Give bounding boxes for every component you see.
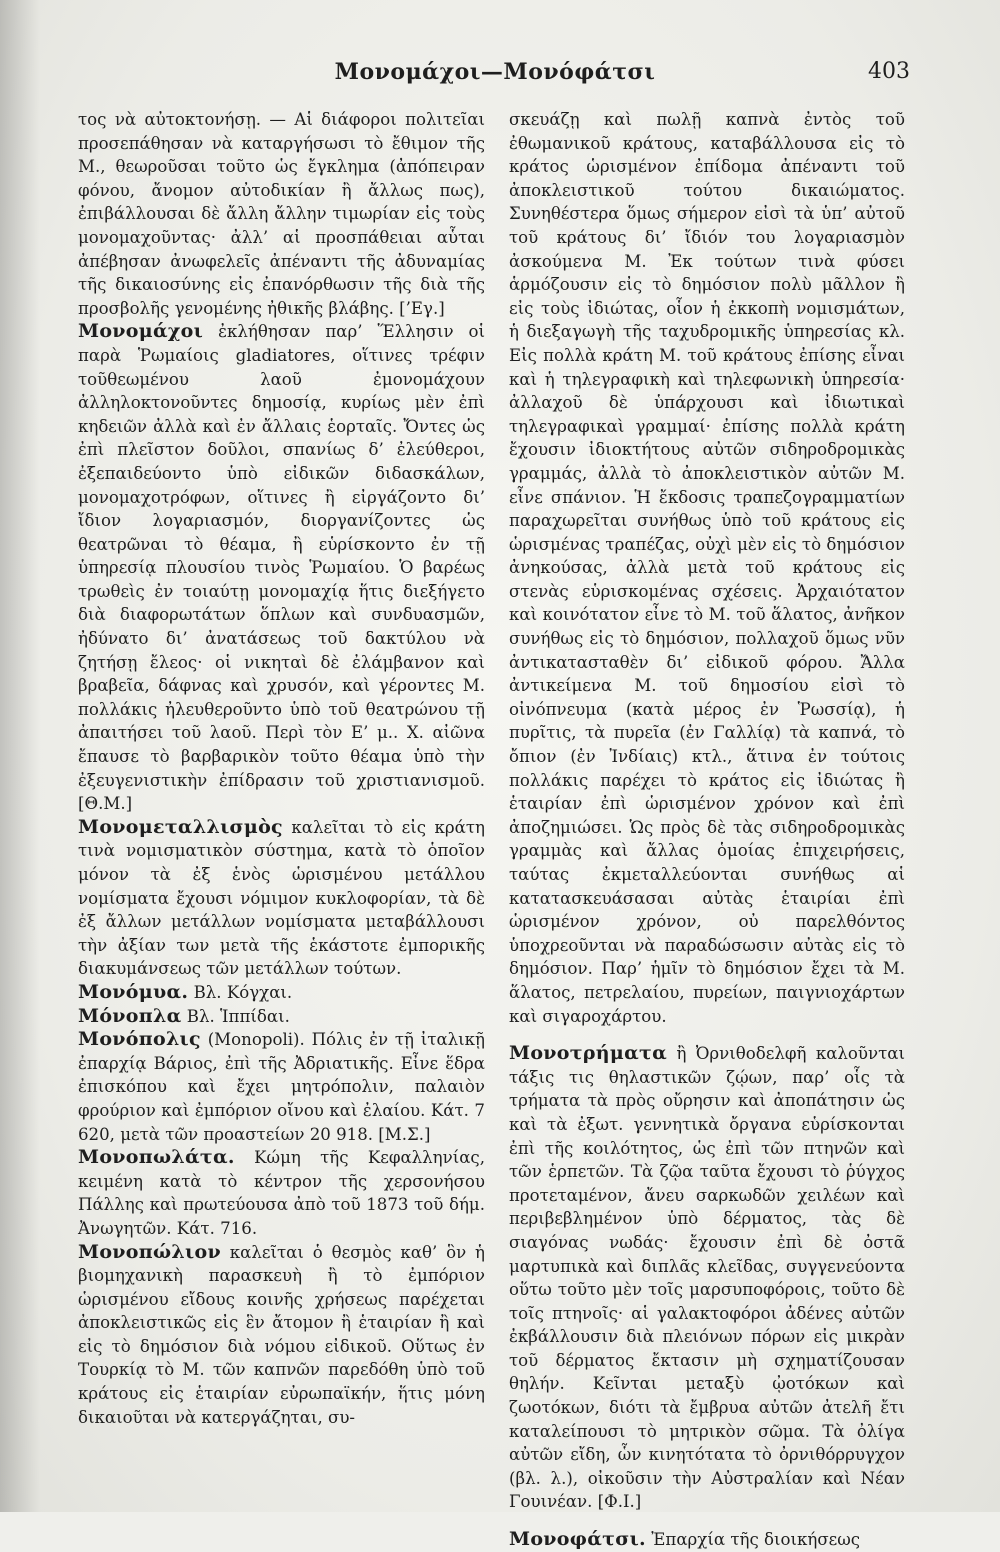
entry-headword: Μονοτρήματα — [509, 1042, 668, 1065]
entry-headword: Μονοφάτσι. — [509, 1528, 646, 1551]
entry-text: καλεῖται ὁ θεσμὸς καθ’ ὃν ἡ βιομηχανικὴ παρασκευὴ ἢ τὸ ἐμπόριον ὡρισμένου εἴδους κοινῆς χρήσεως παρέχεται ἀποκλειστικῶς εἰς ἓν ἄτομον ἢ ἑταιρίαν ἢ καὶ εἰς τὸ δημόσιον διὰ νόμου εἰδικοῦ. Οὕτως ἐν Τουρκίᾳ τὸ Μ. τῶν καπνῶν παρεδόθη ὑπὸ τοῦ κράτους εἰς ἑταιρίαν εὐρωπαϊκήν, ἥτις μόνη δικαιοῦται νὰ κατεργάζηται, συ- — [78, 1242, 485, 1427]
entry-headword: Μονοπώλιον — [78, 1240, 221, 1263]
entry-text: Ἐπαρχία τῆς διοικήσεως — [651, 1530, 861, 1550]
entry-headword: Μονοπωλάτα. — [78, 1146, 235, 1169]
entry-text: Βλ. Κόγχαι. — [193, 982, 293, 1002]
entry-headword: Μονόμυα. — [78, 980, 189, 1003]
gutter-shadow — [0, 0, 40, 1512]
right-column — [509, 108, 905, 1552]
page-number: 403 — [868, 59, 910, 84]
entry-text: (Monopoli). Πόλις ἐν τῇ ἰταλικῇ ἐπαρχίᾳ Βάριος, ἐπὶ τῆς Ἀδριατικῆς. Εἶνε ἕδρα ἐπισκόπου καὶ ἔχει μητρόπολιν, παλαιὸν φρούριον καὶ ἐμπόριον οἴνου καὶ ἐλαίου. Κάτ. 7 620, μετὰ τῶν προαστείων 20 918. [Μ.Σ.] — [78, 1030, 485, 1144]
entry-headword: Μονομάχοι — [78, 320, 204, 343]
dictionary-entry — [509, 1528, 905, 1552]
left-column — [78, 108, 485, 1429]
dictionary-entry — [78, 1241, 485, 1430]
dictionary-entry — [78, 1146, 485, 1240]
entry-text: ἐκλήθησαν παρ’ Ἕλλησιν οἱ παρὰ Ῥωμαίοις gladiatores, οἵτινες τρέφιν τοῦθεωμένου λαοῦ ἐμονομάχουν ἀλληλοκτονοῦντες δημοσίᾳ, κυρίως μὲν ἐπὶ κηδειῶν ἀλλὰ καὶ ἐν ἄλλαις ἑορταῖς. Ὄντες ὡς ἐπὶ πλεῖστον δοῦλοι, σπανίως δ’ ἐλεύθεροι, ἐξεπαιδεύοντο ὑπὸ εἰδικῶν διδασκάλων, μονομαχοτρόφων, οἵτινες ἢ εἰργάζοντο δι’ ἴδιον λογαριασμόν, διοργανίζοντες ὡς θεατρῶναι τὸ θέαμα, ἢ εὑρίσκοντο ἐν τῇ ὑπηρεσίᾳ πλουσίου τινὸς Ῥωμαίου. Ὁ βαρέως τρωθεὶς ἐν τοιαύτῃ μονομαχίᾳ ἥτις διεξήγετο διὰ διαφορωτάτων ὅπλων καὶ συνδυασμῶν, ἠδύνατο δι’ ἀνατάσεως τοῦ δακτύλου νὰ ζητήσῃ ἔλεος· οἱ νικηταὶ δὲ ἐλάμβανον καὶ βραβεῖα, δάφνας καὶ χρυσόν, καὶ γέροντες Μ. πολλάκις ἠλευθεροῦντο ὑπὸ τοῦ θεατρώνου τῇ ἀπαιτήσει τοῦ λαοῦ. Περὶ τὸν Ε’ μ.. Χ. αἰῶνα ἔπαυσε τὸ βαρβαρικὸν τοῦτο θέαμα ὑπὸ τὴν ἐξευγενιστικὴν ἐπίδρασιν τοῦ χριστιανισμοῦ. [Θ.Μ.] — [78, 322, 485, 814]
entry-headword: Μονομεταλλισμὸς — [78, 815, 283, 838]
dictionary-entry — [78, 108, 485, 320]
dictionary-entry — [78, 816, 485, 981]
entry-text: ἢ Ὀρνιθοδελφῆ καλοῦνται τάξις τις θηλαστικῶν ζῴων, παρ’ οἷς τὰ τρήματα τὰ πρὸς οὔρησιν καὶ ἀποπάτησιν ὡς καὶ τὰ ἐξωτ. γεννητικὰ ὄργανα εὑρίσκονται ἐπὶ τῆς κοιλότητος, ὡς ἐπὶ τῶν πτηνῶν καὶ τῶν ἑρπετῶν. Τὰ ζῷα ταῦτα ἔχουσι τὸ ῥύγχος προτεταμένον, ἄνευ σαρκωδῶν χειλέων καὶ περιβεβλημένον ὑπὸ δέρματος, τὰς δὲ σιαγόνας νωδάς· ἔχουσιν ἐπὶ δὲ ὀστᾶ μαρτυπικὰ καὶ διπλᾶς κλεῖδας, συγγενεύοντα οὕτω τοῦτο μὲν τοῖς μαρσυποφόροις, τοῦτο δὲ τοῖς πτηνοῖς· αἱ γαλακτοφόροι ἀδένες αὐτῶν ἐκβάλλουσιν διὰ πλειόνων πόρων εἰς μικρὰν τοῦ δέρματος ἔκτασιν μὴ σχηματίζουσαν θηλήν. Κεῖνται μεταξὺ ᾠοτόκων καὶ ζωοτόκων, διότι τὰ ἔμβρυα αὐτῶν ἀτελῆ ἔτι καταλείπουσι τὸ μητρικὸν σῶμα. Τὰ ὀλίγα αὐτῶν εἴδη, ὧν κινητότατα τὸ ὀρνιθόρρυγχον (βλ. λ.), οἰκοῦσιν τὴν Αὐστραλίαν καὶ Νέαν Γουινέαν. [Φ.Ι.] — [509, 1044, 905, 1512]
running-header — [80, 55, 910, 95]
dictionary-entry — [509, 108, 905, 1028]
entry-headword: Μόνοπλα — [78, 1004, 182, 1027]
entry-text: καλεῖται τὸ εἰς κράτη τινὰ νομισματικὸν σύστημα, κατὰ τὸ ὁποῖον μόνον τὰ ἐξ ἑνὸς ὡρισμένου μετάλλου νομίσματα ἔχουσι νόμιμον κυκλοφορίαν, τὰ δὲ ἐξ ἄλλων μετάλλων νομίσματα μεταβάλλουσι τὴν ἀξίαν των μετὰ τῆς ἑκάστοτε ἐμπορικῆς διακυμάνσεως τῶν μετάλλων τούτων. — [78, 817, 485, 979]
entry-headword: Μονόπολις — [78, 1028, 201, 1051]
entry-text: Κώμη τῆς Κεφαλληνίας, κειμένη κατὰ τὸ κέντρον τῆς χερσονήσου Πάλλης καὶ πρωτεύουσα ἀπὸ τοῦ 1873 τοῦ δήμ. Ἀνωγητῶν. Κάτ. 716. — [78, 1148, 485, 1238]
dictionary-entry — [78, 981, 485, 1005]
entry-text: σκευάζῃ καὶ πωλῇ καπνὰ ἐντὸς τοῦ ἐθωμανικοῦ κράτους, καταβάλλουσα εἰς τὸ κράτος ὡρισμένον ἐπίδομα ἀπέναντι τοῦ ἀποκλειστικοῦ τούτου δικαιώματος. Συνηθέστερα ὅμως σήμερον εἰσὶ τὰ ὑπ’ αὐτοῦ τοῦ κράτους δι’ ἴδιόν του λογαριασμὸν ἀσκούμενα Μ. Ἐκ τούτων τινὰ φύσει ἁρμόζουσιν εἰς τὸ δημόσιον πολὺ μᾶλλον ἢ εἰς τοὺς ἰδιώτας, οἷον ἡ ἐκκοπὴ νομισμάτων, ἡ διεξαγωγὴ τῆς ταχυδρομικῆς ὑπηρεσίας κλ. Εἰς πολλὰ κράτη Μ. τοῦ κράτους ἐπίσης εἶναι καὶ ἡ τηλεγραφικὴ καὶ τηλεφωνικὴ ὑπηρεσία· ἀλλαχοῦ δὲ ὑπάρχουσι καὶ ἰδιωτικαὶ τηλεγραφικαὶ γραμμαί· ἐπίσης πολλὰ κράτη ἔχουσιν ἰδιοκτήτους αὐτῶν σιδηροδρομικὰς γραμμάς, ἀλλὰ τὸ ἀποκλειστικὸν αὐτῶν Μ. εἶνε σπάνιον. Ἡ ἔκδοσις τραπεζογραμματίων παραχωρεῖται συνήθως ὑπὸ τοῦ κράτους εἰς ὡρισμένας τραπέζας, οὐχὶ μὲν εἰς τὸ δημόσιον ἀνηκούσας, ἀλλὰ μετὰ τοῦ κράτους εἰς στενὰς εὑρισκομένας σχέσεις. Ἀρχαιότατον καὶ κοινότατον εἶνε τὸ Μ. τοῦ ἅλατος, ἀνῆκον συνήθως εἰς τὸ δημόσιον, πολλαχοῦ ὅμως νῦν ἀντικατασταθὲν δι’ εἰδικοῦ φόρου. Ἄλλα ἀντικείμενα Μ. τοῦ δημοσίου εἰσὶ τὸ οἰνόπνευμα (κατὰ μέρος ἐν Ῥωσσίᾳ), ἡ πυρῖτις, τὰ πυρεῖα (ἐν Γαλλίᾳ) τὰ καπνά, τὸ ὄπιον (ἐν Ἰνδίαις) κτλ., ἅτινα ἐν τούτοις πολλάκις παρέχει τὸ κράτος εἰς ἰδιώτας ἢ ἑταιρίαν ἐπὶ ὡρισμένον χρόνον καὶ ἐπὶ ἀποζημιώσει. Ὡς πρὸς δὲ τὰς σιδηροδρομικὰς γραμμὰς καὶ ἄλλας ὁμοίας ἐπιχειρήσεις, ταύτας ἐκμεταλλεύονται συνήθως αἱ κατατασκευάσασαι αὐτὰς ἑταιρίαι ἐπὶ ὡρισμένον χρόνον, οὐ παρελθόντος ὑποχρεοῦνται νὰ παραδώσωσιν αὐτὰς εἰς τὸ δημόσιον. Παρ’ ἡμῖν τὸ δημόσιον ἔχει τὰ Μ. ἅλατος, πετρελαίου, πυρείων, παιγνιοχάρτων καὶ σιγαροχάρτου. — [509, 110, 905, 1026]
dictionary-entry — [78, 1028, 485, 1146]
dictionary-entry — [78, 320, 485, 815]
dictionary-entry — [509, 1042, 905, 1514]
dictionary-entry — [78, 1005, 485, 1029]
entry-text: Βλ. Ἱππίδαι. — [186, 1006, 290, 1026]
entry-text: τος νὰ αὐτοκτονήσῃ. — Αἱ διάφοροι πολιτεῖαι προσεπάθησαν νὰ καταργήσωσι τὸ ἔθιμον τῆς Μ., θεωροῦσαι τοῦτο ὡς ἔγκλημα (ἀπόπειραν φόνου, ἄνομον αὐτοδικίαν ἢ ἄλλως πως), ἐπιβάλλουσαι δὲ ἄλλη ἄλλην τιμωρίαν εἰς τοὺς μονομαχοῦντας· ἀλλ’ αἱ προσπάθειαι αὗται ἀπέβησαν ἀνωφελεῖς ἀπέναντι τῆς ἀδυναμίας τῆς δικαιοσύνης εἰς ἐπανόρθωσιν τῆς διὰ τῆς προσβολῆς γενομένης ἠθικῆς βλάβης. [’Εγ.] — [78, 110, 485, 318]
header-title: Μονομάχοι—Μονόφάτσι — [334, 59, 656, 85]
